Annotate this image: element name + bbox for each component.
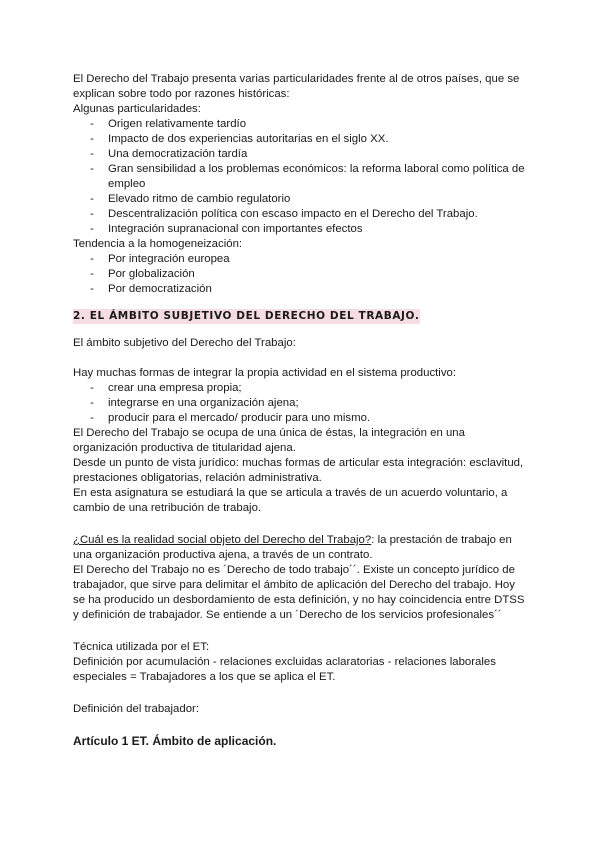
- document-body: [73, 72, 528, 749]
- paragraph: En esta asignatura se estudiará la que se articula a través de un acuerdo voluntario, a cambio de una retribución de trabajo.: [73, 487, 508, 514]
- def-trabajador-label: Definición del trabajador:: [73, 703, 200, 715]
- paragraph: El Derecho del Trabajo no es ´Derecho de todo trabajo´´. Existe un concepto jurídico de trabajador, que sirve para delimitar el ámbito de aplicación del Derecho del trabajo. Hoy se ha producido un desbordamiento de esta definición, y no hay coincidencia entre DTSS y definición de trabajador. Se entiende a un ´Derecho de los servicios profesionales´´: [73, 564, 525, 621]
- list-item: - Por integración europea: [73, 252, 528, 267]
- question-paragraph: [73, 533, 528, 563]
- definicion-paragraph: Definición por acumulación - relaciones excluidas aclaratorias - relaciones laborales especiales = Trabajadores a los que se aplica el ET.: [73, 656, 496, 683]
- paragraph: El Derecho del Trabajo se ocupa de una única de éstas, la integración en una organización productiva de titularidad ajena.: [73, 427, 465, 454]
- list-item: - Una democratización tardía: [73, 147, 528, 162]
- list-item: - crear una empresa propia;: [73, 381, 528, 396]
- list-item: - producir para el mercado/ producir para uno mismo.: [73, 411, 528, 426]
- list-item: - Por democratización: [73, 282, 528, 297]
- section-heading: [73, 309, 528, 324]
- particularidades-label: Algunas particularidades:: [73, 103, 201, 115]
- tendencia-list: [73, 252, 528, 297]
- list-item: - Por globalización: [73, 267, 528, 282]
- list-item: - Gran sensibilidad a los problemas económicos: la reforma laboral como política de empleo: [73, 162, 528, 192]
- list-item: - Impacto de dos experiencias autoritarias en el siglo XX.: [73, 132, 528, 147]
- answer-text: : la prestación de trabajo en una organización productiva ajena, a través de un contrato.: [73, 534, 512, 561]
- formas-list: [73, 381, 528, 426]
- list-item: - Origen relativamente tardío: [73, 117, 528, 132]
- tecnica-label: Técnica utilizada por el ET:: [73, 641, 210, 653]
- article-heading: Artículo 1 ET. Ámbito de aplicación.: [73, 734, 277, 748]
- list-item: - Integración supranacional con importantes efectos: [73, 222, 528, 237]
- list-item: - integrarse en una organización ajena;: [73, 396, 528, 411]
- paragraph: Desde un punto de vista jurídico: muchas formas de articular esta integración: esclavitud, prestaciones obligatorias, relación administrativa.: [73, 457, 524, 484]
- formas-intro: Hay muchas formas de integrar la propia actividad en el sistema productivo:: [73, 367, 457, 379]
- list-item: - Elevado ritmo de cambio regulatorio: [73, 192, 528, 207]
- list-item: - Descentralización política con escaso impacto en el Derecho del Trabajo.: [73, 207, 528, 222]
- intro-paragraph: El Derecho del Trabajo presenta varias particularidades frente al de otros países, que se explican sobre todo por razones históricas:: [73, 73, 520, 100]
- question-text: ¿Cuál es la realidad social objeto del Derecho del Trabajo?: [73, 534, 372, 546]
- particularidades-list: [73, 117, 528, 237]
- section-lead: El ámbito subjetivo del Derecho del Trabajo:: [73, 337, 296, 349]
- tendencia-label: Tendencia a la homogeneización:: [73, 238, 243, 250]
- section-heading-text: 2. EL ÁMBITO SUBJETIVO DEL DERECHO DEL TRABAJO.: [73, 310, 420, 322]
